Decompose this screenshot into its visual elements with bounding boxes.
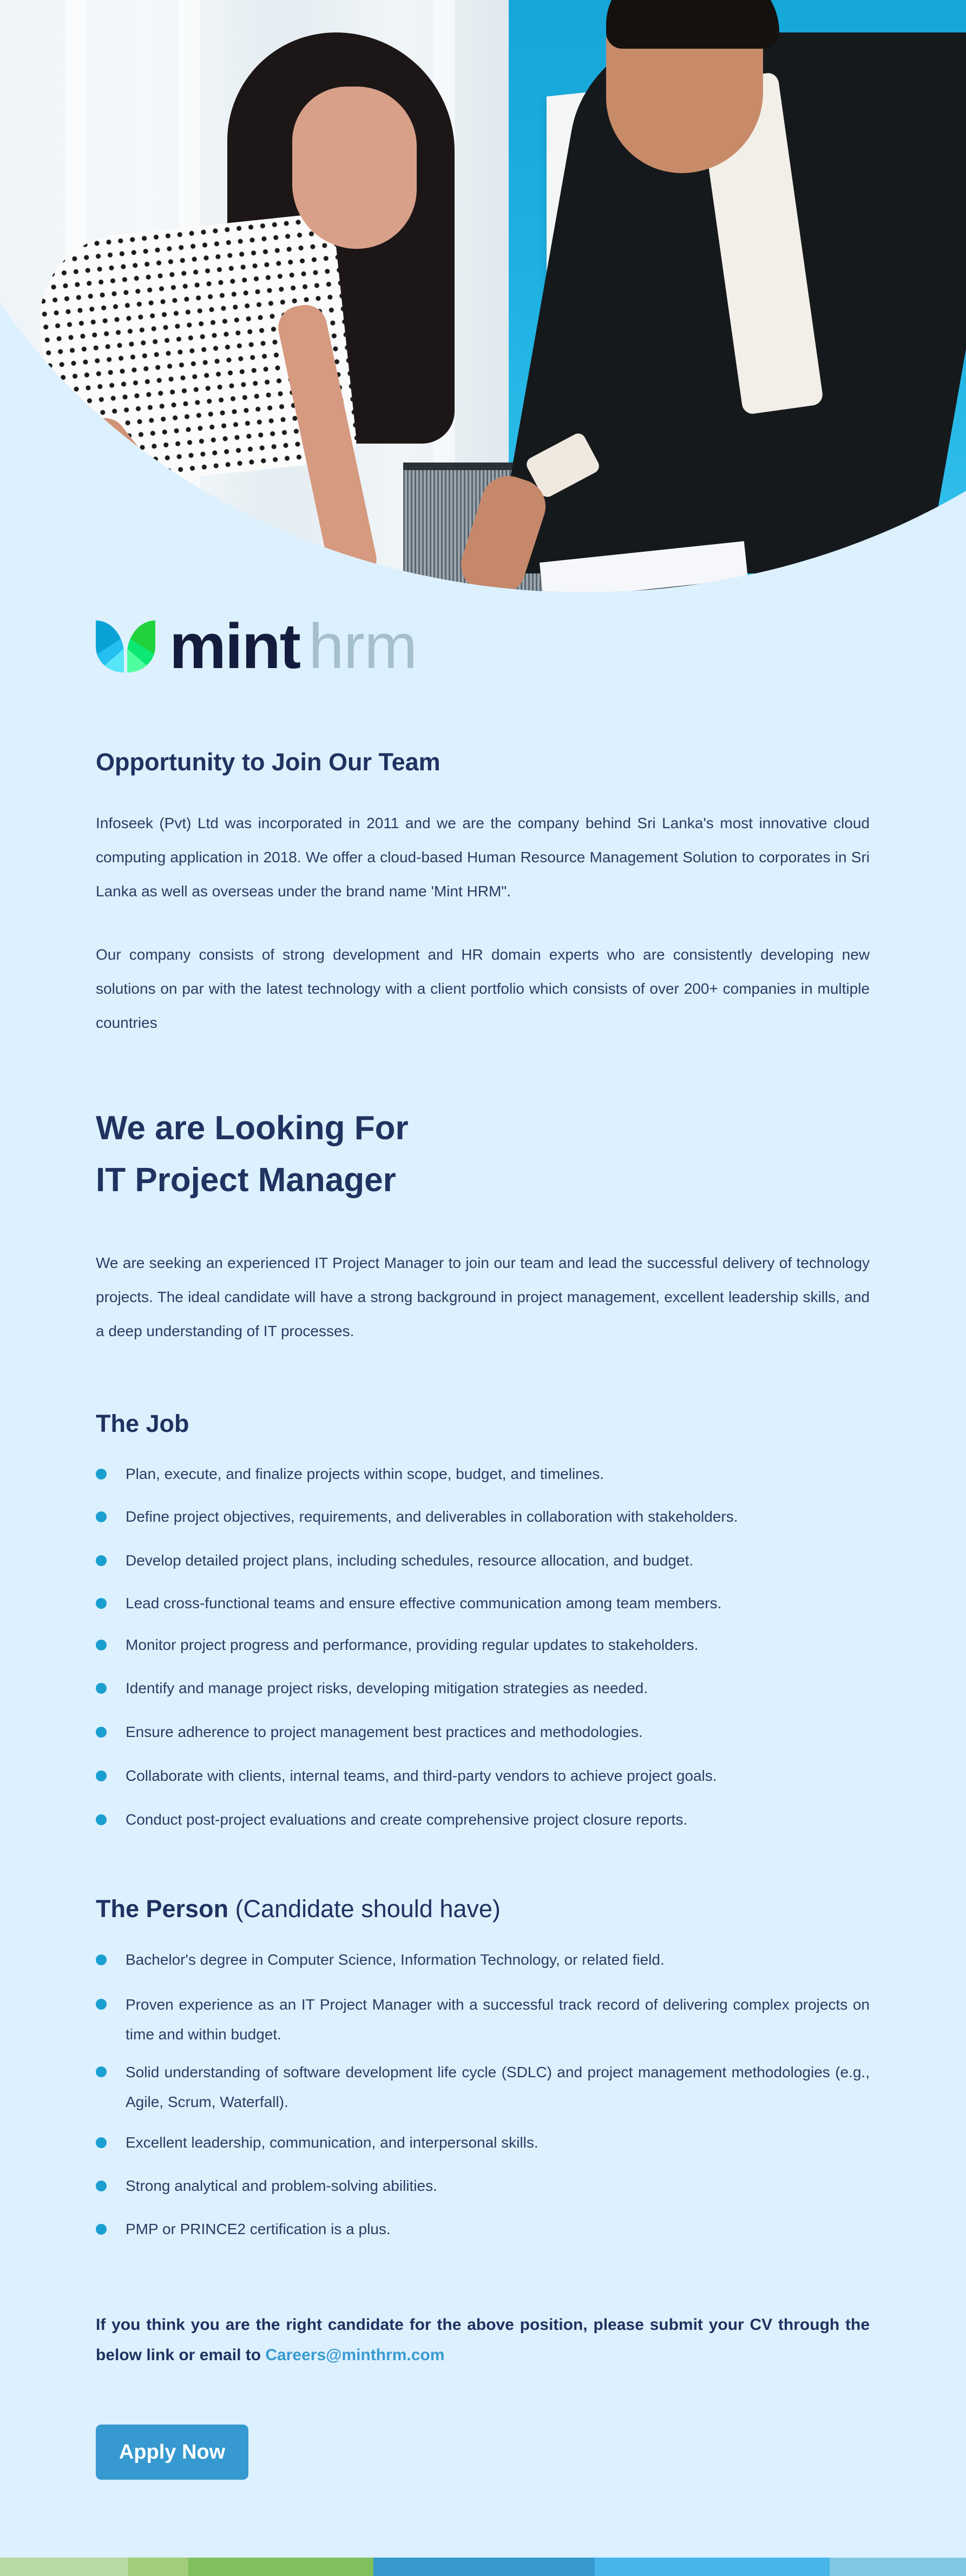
careers-email-link[interactable]: Careers@minthrm.com [265,2346,445,2364]
mint-hrm-logo [96,611,417,682]
bullet-icon [96,1727,107,1738]
man-hair [606,0,779,49]
bullet-icon [96,1954,107,1965]
person-section [96,1894,870,1924]
cta-text [96,2310,870,2370]
person-requirements-list [96,1946,870,2259]
list-item [96,2057,870,2129]
person-list-container [96,1946,870,2259]
logo-hrm-text: hrm [308,611,417,682]
list-item [96,1806,870,1849]
list-item [96,2129,870,2172]
bullet-icon [96,2224,107,2235]
list-item-text: Plan, execute, and finalize projects within scope, budget, and timelines. [126,1465,604,1482]
list-item [96,1590,870,1632]
list-item-text: Bachelor's degree in Computer Science, Information Technology, or related field. [126,1951,665,1968]
looking-for-title: We are Looking For [96,1109,409,1147]
list-item [96,1719,870,1762]
job-title: IT Project Manager [96,1161,396,1199]
bullet-icon [96,2066,107,2077]
list-item [96,1946,870,1990]
list-item [96,2172,870,2216]
list-item [96,1461,870,1503]
logo-mint-text: mint [169,611,300,682]
list-item [96,1990,870,2057]
bullet-icon [96,1469,107,1479]
intro-section [96,748,870,777]
job-responsibilities-list [96,1461,870,1849]
list-item-text: Excellent leadership, communication, and interpersonal skills. [126,2134,538,2151]
intro-paragraph: Our company consists of strong development and HR domain experts who are consistently developing new solutions on par with the latest technology with a client portfolio which consists of over 200+ companies in multiple countries [96,946,870,1031]
list-item [96,1632,870,1675]
job-heading: The Job [96,1410,189,1437]
bullet-icon [96,1555,107,1566]
cta-message: If you think you are the right candidate for the above position, please submit your CV through the below link or email to [96,2316,870,2364]
list-item [96,1503,870,1547]
intro-paragraph-1 [96,806,870,908]
list-item-text: Develop detailed project plans, including schedules, resource allocation, and budget. [126,1552,694,1569]
bullet-icon [96,1511,107,1522]
list-item [96,1547,870,1590]
leaf-logo-icon [96,620,155,672]
list-item-text: Solid understanding of software development life cycle (SDLC) and project management methodologies (e.g., Agile, Scrum, Waterfall). [126,2064,870,2110]
list-item-text: PMP or PRINCE2 certification is a plus. [126,2221,391,2237]
position-summary-text: We are seeking an experienced IT Project Manager to join our team and lead the successful delivery of technology projects. The ideal candidate will have a strong background in project management, excellent leadership skills, and a deep understanding of IT processes. [96,1254,870,1339]
list-item-text: Proven experience as an IT Project Manager with a successful track record of delivering complex projects on time and within budget. [126,1996,870,2043]
bullet-icon [96,1683,107,1694]
bullet-icon [96,1771,107,1781]
list-item [96,1762,870,1806]
stripe-segment [188,2558,373,2576]
list-item-text: Conduct post-project evaluations and create comprehensive project closure reports. [126,1811,688,1828]
list-item-text: Identify and manage project risks, developing mitigation strategies as needed. [126,1680,648,1696]
stripe-segment [595,2558,830,2576]
person-heading-bold: The Person [96,1895,229,1923]
intro-heading: Opportunity to Join Our Team [96,748,441,776]
list-item [96,2216,870,2259]
list-item-text: Ensure adherence to project management best practices and methodologies. [126,1723,643,1740]
stripe-segment [0,2558,128,2576]
person-heading-subtitle: (Candidate should have) [228,1895,501,1923]
bullet-icon [96,1598,107,1609]
footer-color-stripe [0,2558,966,2576]
position-heading [96,1102,870,1206]
stripe-segment [830,2558,966,2576]
stripe-segment [128,2558,188,2576]
list-item-text: Monitor project progress and performance, providing regular updates to stakeholders. [126,1636,699,1653]
list-item-text: Lead cross-functional teams and ensure effective communication among team members. [126,1595,722,1611]
bullet-icon [96,1814,107,1825]
intro-paragraph: Infoseek (Pvt) Ltd was incorporated in 2011 and we are the company behind Sri Lanka's most innovative cloud computing application in 2018. We offer a cloud-based Human Resource Management Solution to corporates in Sri Lanka as well as overseas under the brand name 'Mint HRM". [96,815,870,900]
person-heading [96,1894,870,1924]
bullet-icon [96,1640,107,1650]
job-section [96,1409,870,1438]
list-item-text: Strong analytical and problem-solving abilities. [126,2177,437,2194]
cta-section [96,2310,870,2370]
position-summary [96,1246,870,1348]
intro-paragraph-2 [96,937,870,1040]
bullet-icon [96,1999,107,2010]
list-item-text: Collaborate with clients, internal teams, and third-party vendors to achieve project goals. [126,1767,717,1784]
hero-photo [0,0,966,595]
stripe-segment [373,2558,595,2576]
apply-now-button[interactable]: Apply Now [96,2425,248,2480]
bullet-icon [96,2137,107,2148]
list-item [96,1675,870,1719]
bullet-icon [96,2181,107,2191]
woman-face [292,87,417,249]
list-item-text: Define project objectives, requirements, and deliverables in collaboration with stakeholders. [126,1508,738,1525]
job-list-container [96,1461,870,1849]
